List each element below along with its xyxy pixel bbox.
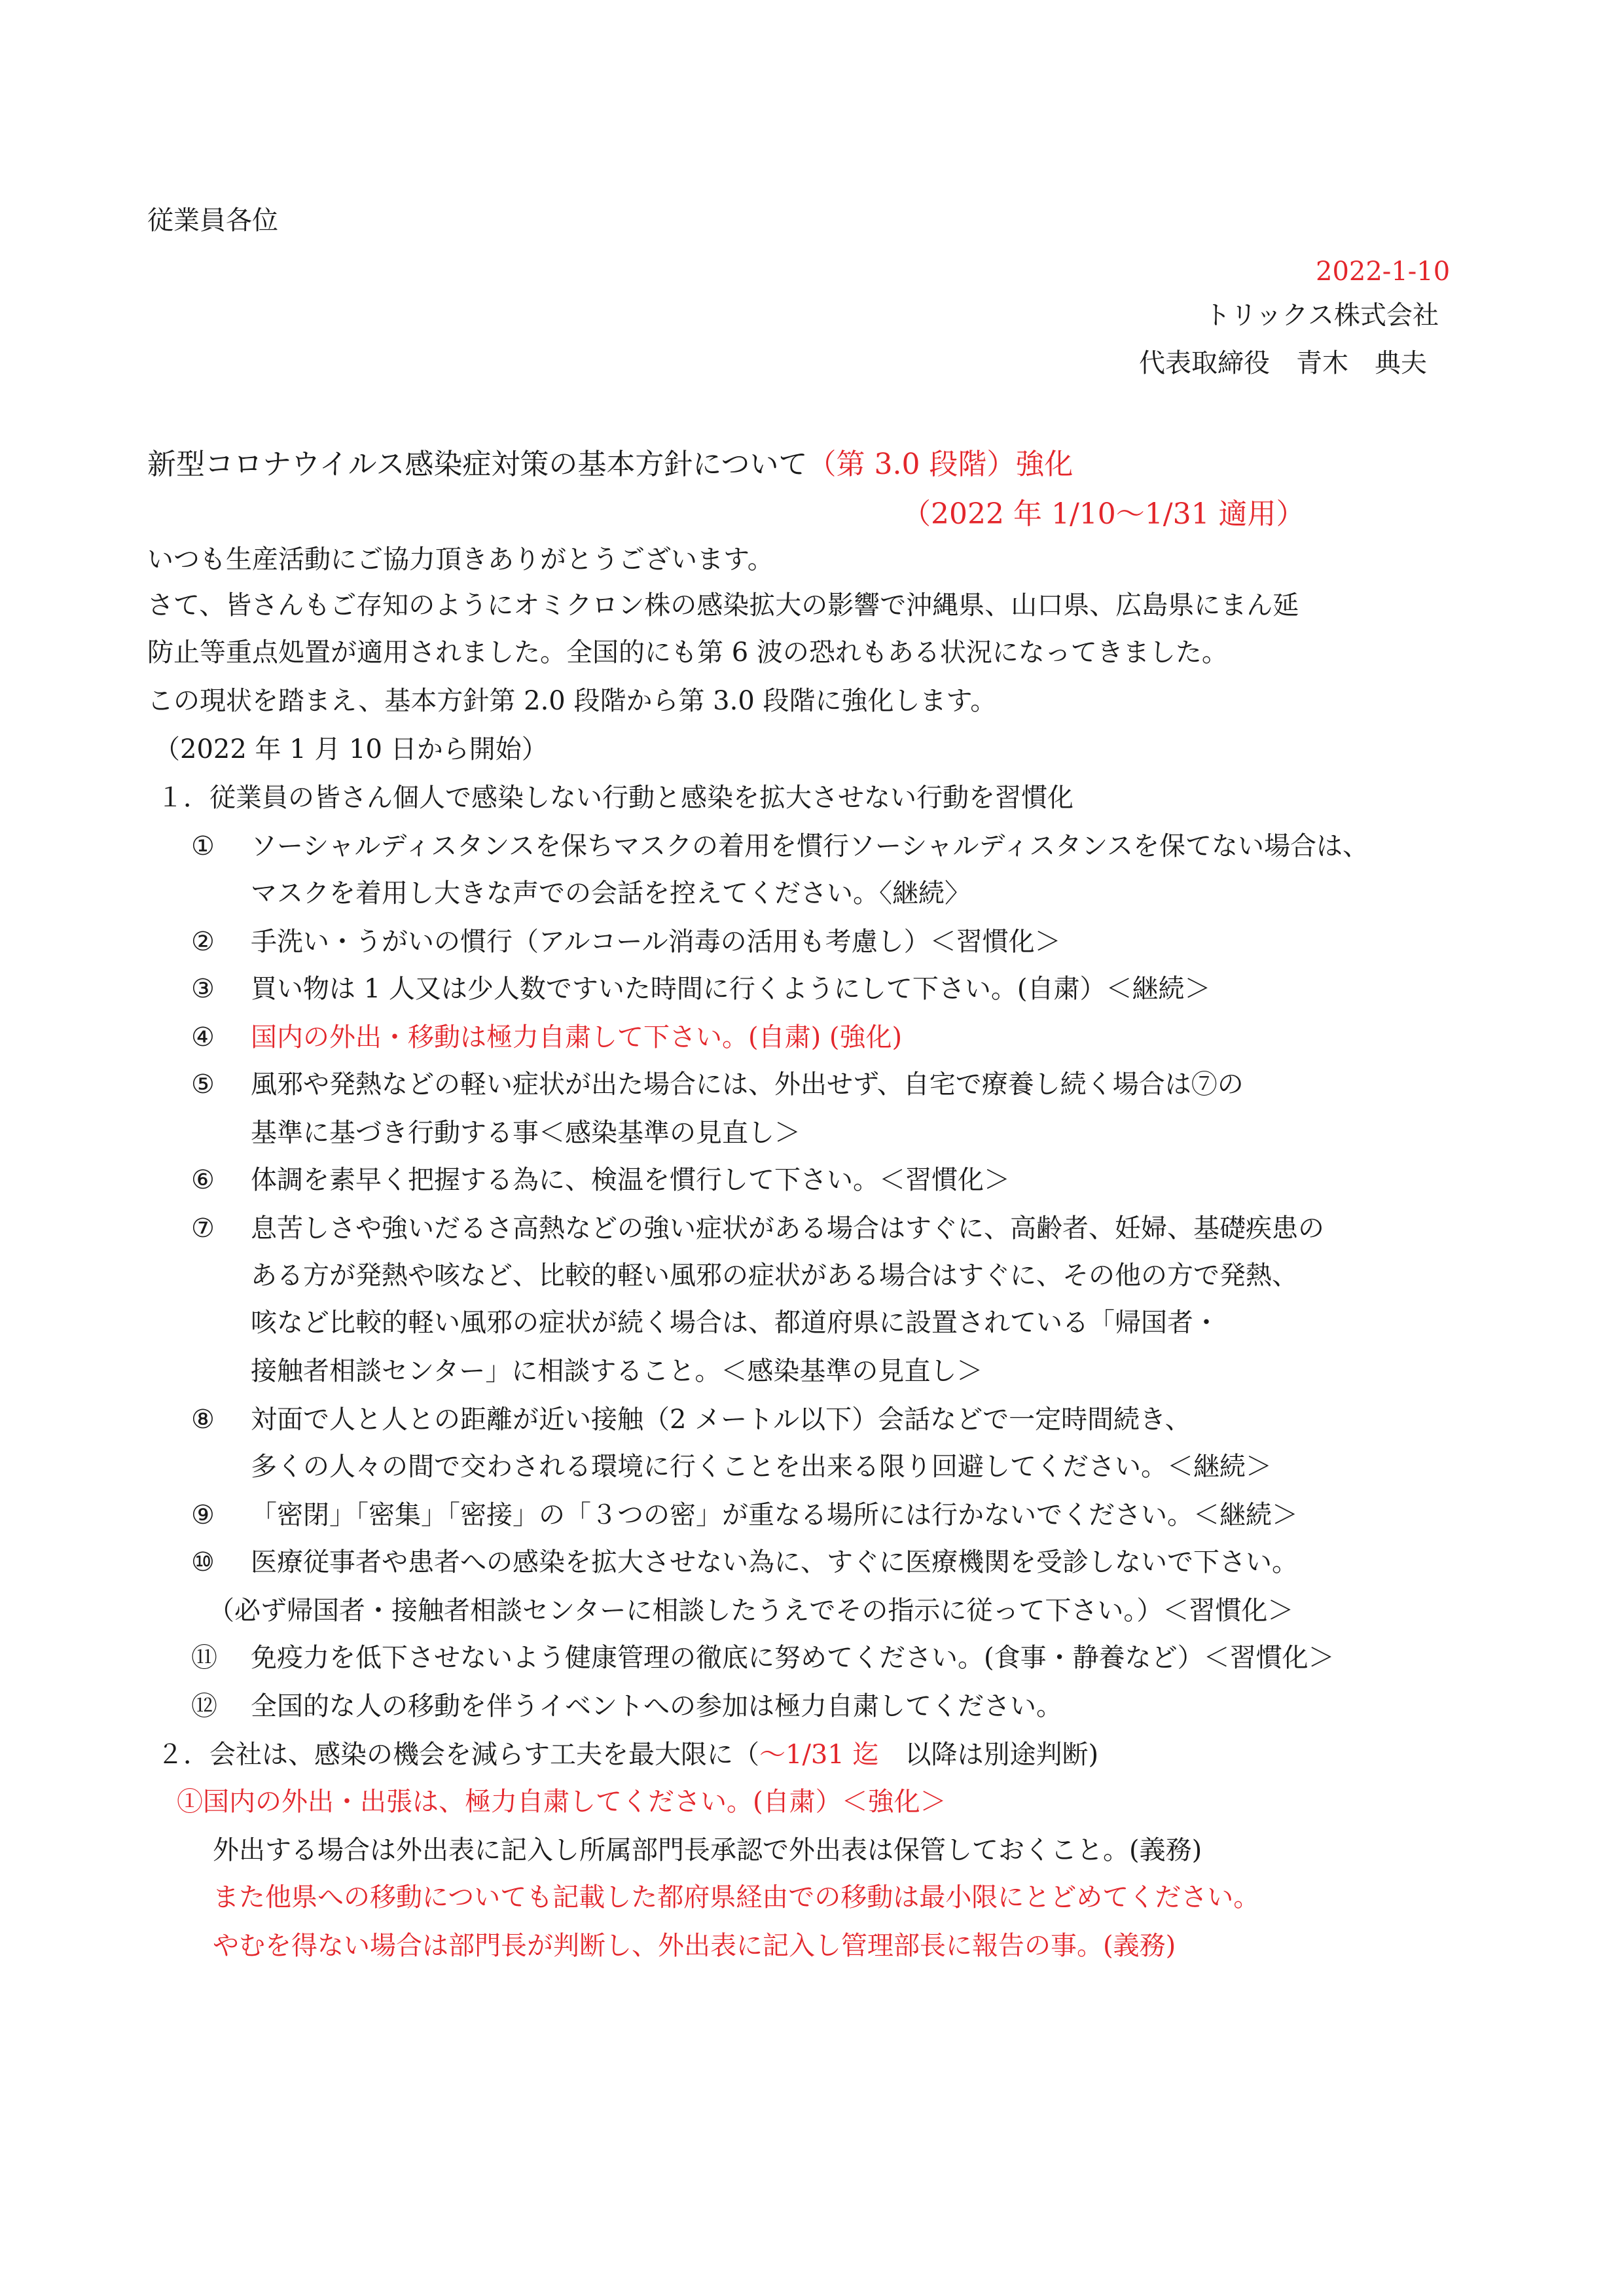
item-text: ソーシャルディスタンスを保ちマスクの着用を慣行ソーシャルディスタンスを保てない場合は、 <box>251 831 1369 861</box>
item-number: ③ <box>191 974 215 1004</box>
item-text: 免疫力を低下させないよう健康管理の徹底に努めてください。(食事・静養など）＜習慣化＞ <box>251 1643 1335 1673</box>
item-number: ① <box>191 831 215 861</box>
item-text-emphasis: 国内の外出・移動は極力自粛して下さい。(自粛) (強化) <box>251 1022 903 1052</box>
intro-line: さて、皆さんもご存知のようにオミクロン株の感染拡大の影響で沖縄県、山口県、広島県にまん延 <box>147 590 1299 620</box>
section2-item1-title: ①国内の外出・出張は、極力自粛してください。(自粛）＜強化＞ <box>177 1787 947 1817</box>
item-number: ④ <box>191 1022 215 1052</box>
section2-heading-tail: 以降は別途判断) <box>878 1740 1099 1770</box>
title-period: （2022 年 1/10～1/31 適用） <box>902 497 1305 531</box>
item-number: ⑥ <box>191 1165 215 1195</box>
section2-rule-emphasis: また他県への移動についても記載した都府県経由での移動は最小限にとどめてください。 <box>213 1882 1260 1912</box>
section2-deadline: ～1/31 迄 <box>759 1740 879 1770</box>
item-number: ⑧ <box>191 1405 215 1435</box>
intro-line: 防止等重点処置が適用されました。全国的にも第 6 波の恐れもある状況になってきました。 <box>147 637 1228 668</box>
title-main: 新型コロナウイルス感染症対策の基本方針について <box>147 448 808 481</box>
item-text: 体調を素早く把握する為に、検温を慣行して下さい。＜習慣化＞ <box>251 1165 1010 1195</box>
item-text: マスクを着用し大きな声での会話を控えてください。〈継続〉 <box>251 878 971 908</box>
item-text: 対面で人と人との距離が近い接触（2 メートル以下）会話などで一定時間続き、 <box>251 1405 1191 1435</box>
section2-rule: 外出する場合は外出表に記入し所属部門長承認で外出表は保管しておくこと。(義務) <box>213 1835 1202 1865</box>
item-text: 咳など比較的軽い風邪の症状が続く場合は、都道府県に設置されている「帰国者・ <box>251 1308 1219 1338</box>
signer-name: 代表取締役 青木 典夫 <box>1139 348 1427 378</box>
addressee: 従業員各位 <box>147 206 278 236</box>
item-number: ⑫ <box>191 1691 217 1721</box>
item-number: ⑪ <box>191 1643 217 1673</box>
item-number: ⑩ <box>191 1547 215 1577</box>
item-text: 接触者相談センター」に相談すること。＜感染基準の見直し＞ <box>251 1356 983 1386</box>
item-number: ⑤ <box>191 1069 215 1100</box>
item-text: 手洗い・うがいの慣行（アルコール消毒の活用も考慮し）＜習慣化＞ <box>251 927 1061 957</box>
section2-rule-emphasis: やむを得ない場合は部門長が判断し、外出表に記入し管理部長に報告の事。(義務) <box>213 1931 1176 1961</box>
company-name: トリックス株式会社 <box>1204 300 1439 331</box>
item-text: 息苦しさや強いだるさ高熱などの強い症状がある場合はすぐに、高齢者、妊婦、基礎疾患の <box>251 1213 1324 1244</box>
item-text: ある方が発熱や咳など、比較的軽い風邪の症状がある場合はすぐに、その他の方で発熱、 <box>251 1261 1298 1291</box>
item-number: ② <box>191 927 215 957</box>
title-stage: （第 3.0 段階）強化 <box>807 448 1074 481</box>
document-date: 2022-1-10 <box>1316 257 1451 287</box>
item-text: 全国的な人の移動を伴うイベントへの参加は極力自粛してください。 <box>251 1691 1062 1721</box>
item-text: 風邪や発熱などの軽い症状が出た場合には、外出せず、自宅で療養し続く場合は⑦の <box>251 1069 1244 1100</box>
item-text: 多くの人々の間で交わされる環境に行くことを出来る限り回避してください。＜継続＞ <box>251 1452 1272 1482</box>
section2-heading <box>157 1738 1098 1771</box>
start-date-note: （2022 年 1 月 10 日から開始） <box>154 734 548 764</box>
item-text: 基準に基づき行動する事＜感染基準の見直し＞ <box>251 1118 801 1148</box>
intro-line: この現状を踏まえ、基本方針第 2.0 段階から第 3.0 段階に強化します。 <box>147 686 997 716</box>
intro-line: いつも生産活動にご協力頂きありがとうございます。 <box>147 545 774 575</box>
section2-heading-main: ２．会社は、感染の機会を減らす工夫を最大限に（ <box>157 1740 759 1770</box>
item-text: 買い物は 1 人又は少人数ですいた時間に行くようにして下さい。(自粛）＜継続＞ <box>251 974 1211 1004</box>
section1-heading: １．従業員の皆さん個人で感染しない行動と感染を拡大させない行動を習慣化 <box>157 783 1074 813</box>
item-text: 医療従事者や患者への感染を拡大させない為に、すぐに医療機関を受診しないで下さい。 <box>251 1547 1298 1577</box>
item-text: （必ず帰国者・接触者相談センターに相談したうえでその指示に従って下さい。）＜習慣化＞ <box>208 1596 1294 1626</box>
item-text: 「密閉」「密集」「密接」の「３つの密」が重なる場所には行かないでください。＜継続＞ <box>251 1500 1298 1530</box>
item-number: ⑦ <box>191 1213 215 1244</box>
item-number: ⑨ <box>191 1500 215 1530</box>
document-title <box>147 446 1073 483</box>
